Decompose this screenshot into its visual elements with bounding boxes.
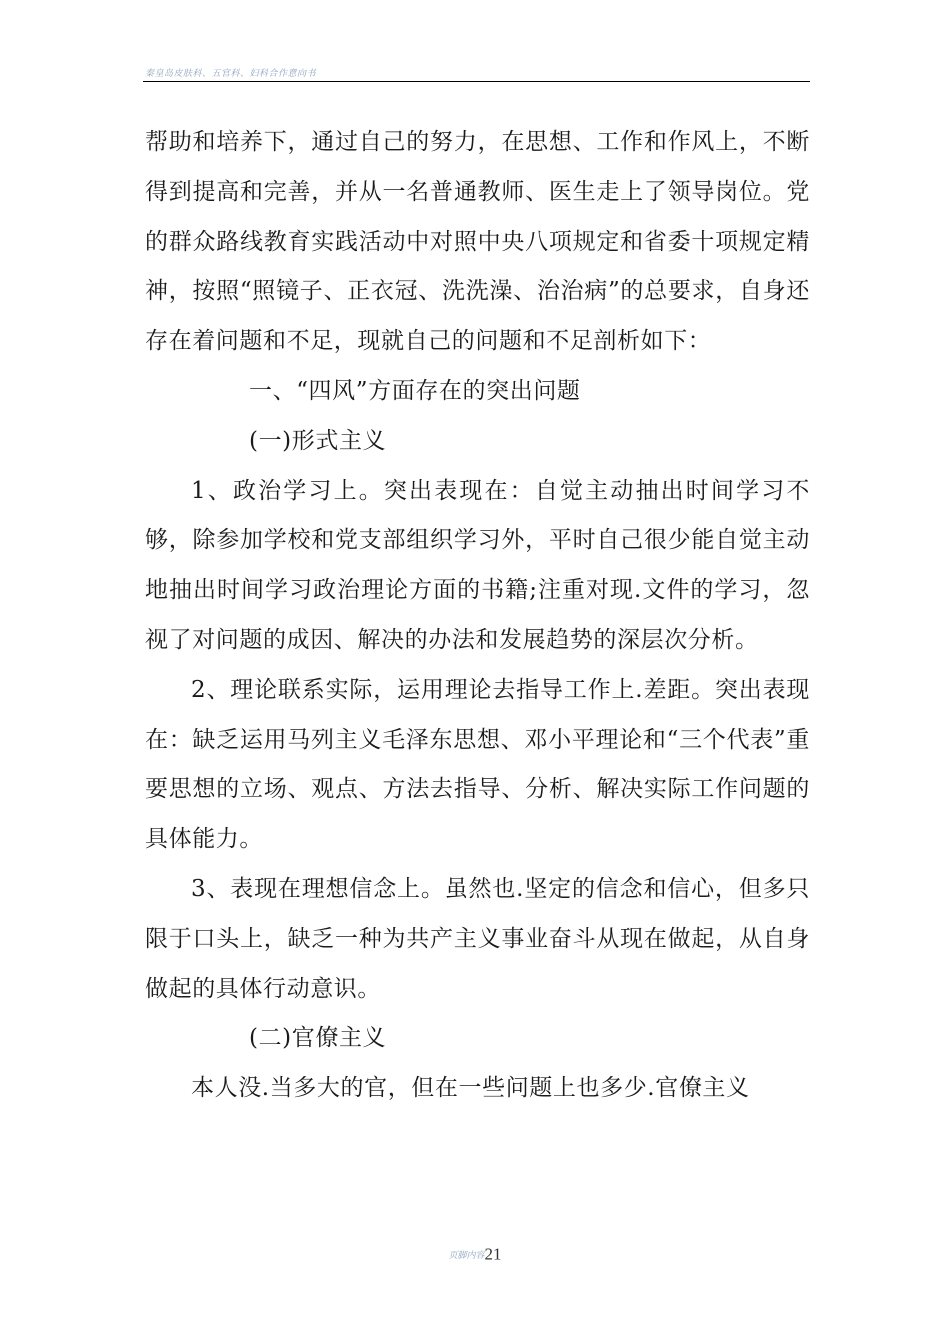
section-heading: 一、“四风”方面存在的突出问题 [249, 377, 581, 404]
body-paragraph: 1、政治学习上。突出表现在：自觉主动抽出时间学习不够，除参加学校和党支部组织学习外，平时自己很少能自觉主动地抽出时间学习政治理论方面的书籍;注重对现.文件的学习，忽视了对问题的成因、解决的办法和发展趋势的深层次分析。 [145, 477, 810, 653]
body-paragraph: 3、表现在理想信念上。虽然也.坚定的信念和信心，但多只限于口头上，缺乏一种为共产主义事业奋斗从现在做起，从自身做起的具体行动意识。 [145, 875, 810, 1002]
header-divider [143, 81, 810, 82]
page-header: 秦皇岛皮肤科、五官科、妇科合作意向书 [145, 69, 317, 79]
subsection-heading: (一)形式主义 [249, 427, 387, 454]
footer-label: 页脚内容 [448, 1251, 485, 1261]
document-body [145, 118, 810, 1114]
subsection-heading: (二)官僚主义 [249, 1025, 387, 1052]
page-number: 21 [484, 1244, 502, 1264]
page-footer [0, 1244, 950, 1265]
body-paragraph: 帮助和培养下，通过自己的努力，在思想、工作和作风上，不断得到提高和完善，并从一名普通教师、医生走上了领导岗位。党的群众路线教育实践活动中对照中央八项规定和省委十项规定精神，按照“照镜子、正衣冠、洗洗澡、治治病”的总要求，自身还存在着问题和不足，现就自己的问题和不足剖析如下： [145, 129, 810, 355]
body-paragraph: 本人没.当多大的官，但在一些问题上也多少.官僚主义 [191, 1075, 750, 1102]
body-paragraph: 2、理论联系实际，运用理论去指导工作上.差距。突出表现在：缺乏运用马列主义毛泽东思想、邓小平理论和“三个代表”重要思想的立场、观点、方法去指导、分析、解决实际工作问题的具体能力。 [145, 676, 810, 853]
